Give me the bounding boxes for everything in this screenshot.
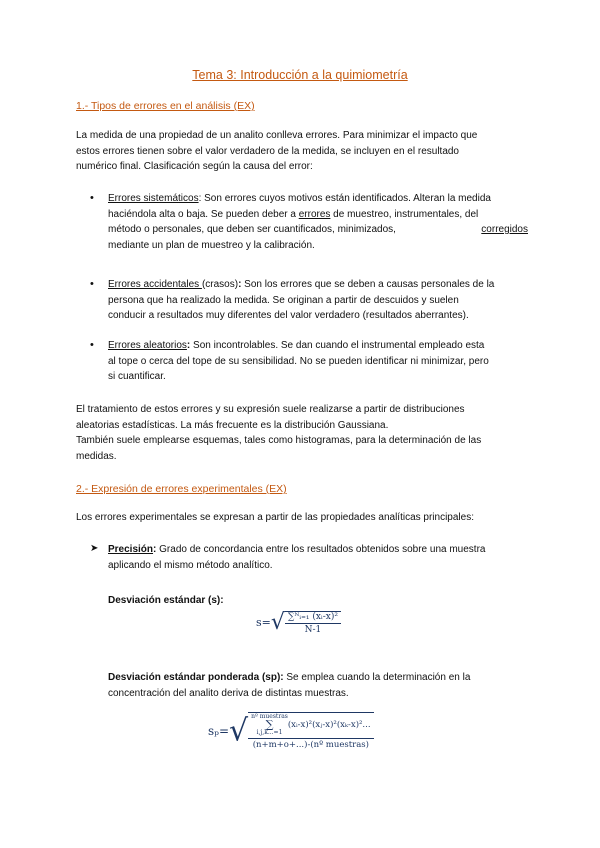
bullet-text: si cuantificar.: [108, 371, 166, 382]
bullet-systematic: [108, 191, 528, 253]
bullet-paren: (crasos): [201, 279, 239, 290]
sd-numerator: ∑ᴺᵢ₌₁ (xᵢ-x)²: [285, 612, 341, 624]
sum-lower: i,j,k...=1: [256, 729, 283, 736]
bullet-text: de muestreo, instrumentales, del: [330, 208, 479, 220]
precision-text: aplicando el mismo método analítico.: [108, 559, 273, 571]
section-heading-2: 2.- Expresión de errores experimentales (EX): [76, 483, 287, 495]
sqrt-icon: √: [229, 713, 249, 749]
arrow-bullet-icon: ➤: [90, 543, 99, 554]
bullet-colon: :: [238, 279, 242, 290]
bullet-dot: •: [90, 278, 94, 290]
bullet-text: : Son errores cuyos motivos están identificados. Alteran la medida: [198, 193, 491, 204]
sdp-text: Se emplea cuando la determinación en la: [283, 672, 471, 683]
bullet-text: haciéndola alta o baja. Se pueden deber a: [108, 208, 296, 220]
bullet-text: persona que ha realizado la medida. Se originan a partir de descuidos y suelen: [108, 294, 459, 306]
sd-label: Desviación estándar (s):: [108, 595, 224, 606]
document-title: Tema 3: Introducción a la quimiometría: [192, 68, 408, 82]
sdp-num-terms: (xᵢ-x)²(xⱼ-x)²(xₖ-x)²...: [287, 720, 371, 730]
intro-line: La medida de una propiedad de un analito conlleva errores. Para minimizar el impacto que: [76, 130, 478, 141]
section-heading-1: 1.- Tipos de errores en el análisis (EX): [76, 100, 255, 112]
sigma-icon: ∑: [265, 718, 274, 731]
bullet-text: conducir a resultados muy diferentes del valor verdadero (resultados aberrantes).: [108, 310, 469, 321]
sd-radicand: [285, 611, 341, 635]
bullet-text: mediante un plan de muestreo y la calibración.: [108, 239, 315, 251]
bullet-accidental: [108, 277, 528, 324]
closing-line: aleatorias estadísticas. La más frecuente es la distribución Gaussiana.: [76, 419, 389, 431]
sdp-label: Desviación estándar ponderada (sp):: [108, 672, 284, 683]
term-sistematicos: Errores sistemáticos: [108, 193, 199, 204]
closing-line: También suele emplearse esquemas, tales como histogramas, para la determinación de las: [76, 435, 482, 446]
intro-line: numérico final. Clasificación según la causa del error:: [76, 161, 313, 172]
bullet-aleatorios: [108, 338, 528, 385]
sd-denominator: N-1: [304, 624, 322, 635]
closing-line: medidas.: [76, 450, 117, 462]
closing-line: El tratamiento de estos errores y su expresión suele realizarse a partir de distribuciones: [76, 404, 465, 415]
term-aleatorios: Errores aleatorios: [108, 340, 187, 351]
sd-lhs: s=: [256, 616, 271, 629]
precision-text: Grado de concordancia entre los resultados obtenidos sobre una muestra: [156, 544, 486, 555]
bullet-text: Son incontrolables. Se dan cuando el instrumental empleado esta: [190, 340, 485, 351]
term-accidentales: Errores accidentales: [108, 279, 202, 290]
bullet-text: método o personales, que deben ser cuantificados, minimizados,: [108, 224, 396, 235]
bullet-text: Son los errores que se deben a causas personales de la: [241, 279, 495, 290]
bullet-text: al tope o cerca del tope de su sensibilidad. No se pueden identificar ni minimizar, pero: [108, 355, 489, 367]
intro-line: estos errores tienen sobre el valor verdadero de la medida, se incluyen en el resultado: [76, 145, 459, 157]
section1-intro: [76, 128, 524, 175]
sdp-formula: [208, 712, 374, 750]
sdp-lhs: sₚ=: [208, 724, 230, 738]
precision-colon: :: [153, 544, 157, 555]
term-errores: errores: [298, 208, 331, 220]
sdp-radicand: [248, 712, 373, 750]
sd-formula: [256, 610, 341, 635]
sdp-paragraph: [108, 670, 528, 701]
bullet-dot: •: [90, 339, 94, 351]
term-precision: Precisión: [108, 544, 154, 555]
bullet-colon: :: [186, 340, 191, 351]
sdp-text: concentración del analito deriva de distintas muestras.: [108, 687, 349, 699]
sqrt-icon: √: [270, 610, 285, 635]
section1-closing: [76, 402, 528, 464]
sdp-numerator: [248, 713, 373, 739]
sum-upper: nº muestras: [251, 713, 288, 720]
precision-paragraph: [108, 542, 528, 573]
bullet-dot: •: [90, 192, 94, 204]
section2-intro: Los errores experimentales se expresan a partir de las propiedades analíticas principales:: [76, 512, 474, 523]
term-corregidos: corregidos: [481, 224, 528, 235]
sdp-denominator: (n+m+o+...)-(nº muestras): [252, 740, 369, 750]
